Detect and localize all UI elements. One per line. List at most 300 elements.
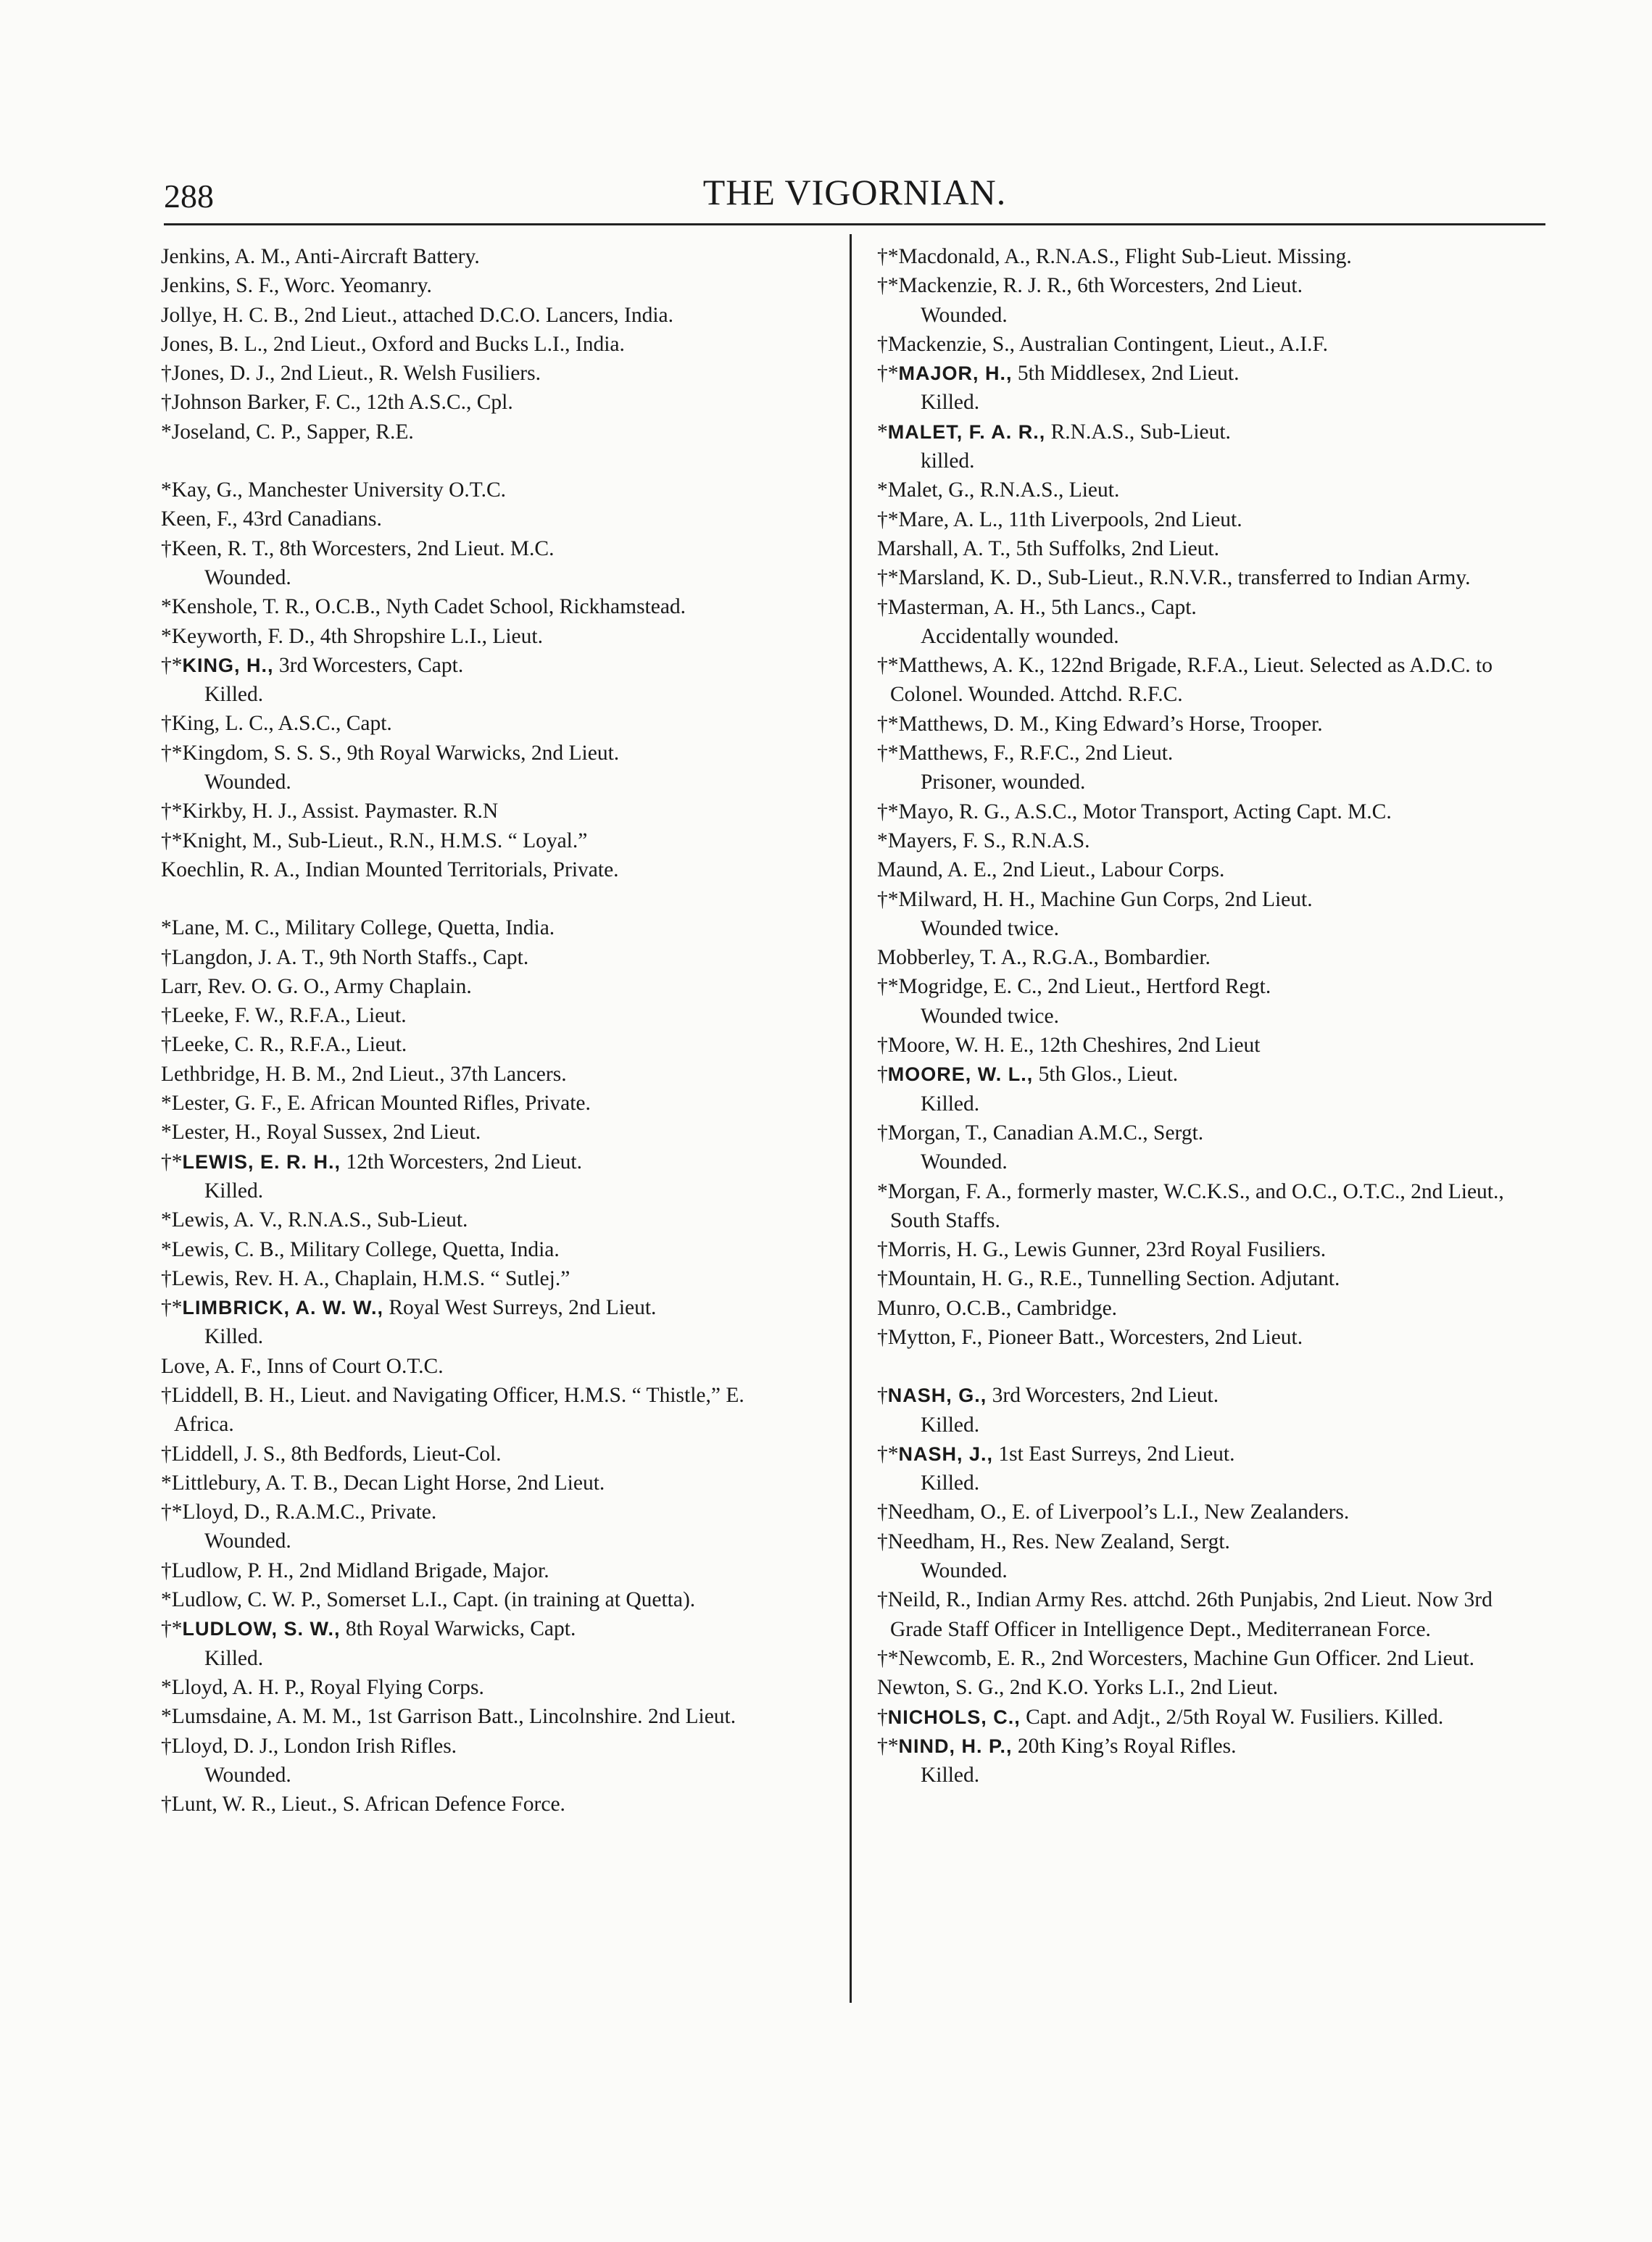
entry-mark: † (161, 536, 172, 560)
roll-entry (161, 1264, 799, 1293)
entry-mark: †* (877, 274, 899, 298)
entry-mark: * (161, 916, 172, 940)
entry-detail: 2nd Midland Brigade, Major. (299, 1558, 549, 1582)
entry-detail: 4th Shropshire L.I., Lieut. (320, 624, 543, 648)
roll-entry (161, 943, 799, 972)
entry-detail: Australian Contingent, Lieut., A.I.F. (1018, 332, 1328, 356)
roll-entry (161, 1001, 799, 1030)
entry-mark: * (161, 595, 172, 619)
entry-detail: Military College, Quetta, India. (289, 1237, 560, 1261)
roll-entry (161, 1440, 799, 1469)
entry-mark: * (161, 1588, 172, 1612)
left-column (161, 242, 799, 1819)
entry-detail: 8th Royal Warwicks, Capt. (345, 1617, 576, 1641)
entry-detail: A.S.C., Motor Transport, Acting Capt. M.C. (1014, 800, 1392, 823)
entry-detail: Inns of Court O.T.C. (266, 1354, 444, 1378)
roll-entry (877, 972, 1515, 1031)
roll-entry (877, 1323, 1515, 1352)
entry-detail: Lewis Gunner, 23rd Royal Fusiliers. (1014, 1238, 1327, 1262)
roll-entry (161, 709, 799, 738)
entry-detail: 3rd Worcesters, Capt. (278, 653, 464, 677)
entry-mark: † (877, 1034, 888, 1058)
roll-entry (161, 1556, 799, 1585)
entry-mark: † (877, 1705, 888, 1729)
entry-detail: R.N.A.S., Sub-Lieut. (1050, 420, 1231, 444)
entry-name: Mobberley, T. A., (877, 946, 1027, 970)
entry-detail: 2nd Worcesters, Machine Gun Officer. 2nd Lieut. (1051, 1646, 1474, 1670)
roll-entry (161, 739, 799, 797)
roll-entry (877, 1177, 1515, 1236)
roll-entry (161, 855, 799, 884)
entry-name: Love, A. F., (161, 1354, 262, 1378)
entry-name: Milward, H. H., (898, 887, 1035, 911)
roll-entry (161, 1352, 799, 1381)
entry-detail: 2nd Lieut., 37th Lancers. (352, 1062, 567, 1086)
entry-name: Mackenzie, S., (887, 332, 1016, 356)
entry-name: Keen, R. T., (171, 536, 275, 560)
roll-entry (877, 1703, 1515, 1732)
roll-entry (877, 1235, 1515, 1264)
entry-mark: † (161, 391, 172, 415)
entry-name: Mayo, R. G., (898, 800, 1010, 823)
entry-detail: 2nd Lieut., R. Welsh Fusiliers. (280, 362, 541, 386)
entry-detail: Worc. Yeomanry. (284, 274, 432, 298)
entry-name: Jones, D. J., (171, 362, 275, 386)
entry-mark: †* (161, 1150, 183, 1174)
roll-entry (877, 1118, 1515, 1177)
entry-mark: * (161, 1208, 172, 1232)
roll-entry (877, 1060, 1515, 1118)
roll-entry (877, 855, 1515, 884)
entry-mark: †* (877, 245, 899, 268)
entry-mark: † (877, 1267, 888, 1291)
roll-entry (161, 301, 799, 330)
roll-entry (161, 1498, 799, 1556)
entry-mark: †* (877, 1734, 899, 1758)
roll-entry (161, 271, 799, 300)
entry-mark: † (161, 1558, 172, 1582)
roll-entry (161, 388, 799, 417)
entry-detail: Machine Gun Corps, 2nd Lieut. (1040, 887, 1313, 911)
entry-detail: King Edward’s Horse, Trooper. (1055, 712, 1323, 736)
entry-name: Lewis, Rev. H. A., (171, 1266, 330, 1290)
entry-name: Matthews, A. K., (898, 654, 1045, 678)
entry-detail: 2nd Lieut., attached D.C.O. Lancers, India. (304, 303, 674, 327)
entry-mark: * (161, 1675, 172, 1699)
entry-mark: * (161, 1471, 172, 1495)
roll-entry (161, 1089, 799, 1118)
entry-note: Killed. (921, 391, 980, 415)
entry-name: King, L. C., (171, 712, 274, 736)
entry-name: NIND, H. P., (898, 1735, 1013, 1757)
entry-note: Wounded twice. (921, 916, 1059, 940)
roll-entry (161, 1732, 799, 1790)
roll-entry (877, 505, 1515, 534)
entry-mark: †* (161, 653, 183, 677)
entry-mark: † (161, 945, 172, 969)
entry-mark: * (877, 478, 888, 502)
entry-mark: † (877, 1325, 888, 1349)
entry-name: Liddell, B. H., (171, 1383, 296, 1407)
entry-note: Prisoner, wounded. (921, 771, 1086, 794)
entry-name: Newton, S. G., (877, 1676, 1005, 1700)
entry-mark: † (877, 1588, 888, 1612)
roll-entry (877, 330, 1515, 359)
entry-detail: Somerset L.I., Capt. (in training at Quetta). (326, 1588, 696, 1612)
entry-mark: * (161, 1121, 172, 1145)
roll-entry (161, 1381, 799, 1440)
entry-detail: 1st Garrison Batt., Lincolnshire. 2nd Lieut. (367, 1705, 736, 1729)
entry-detail: Capt. and Adjt., 2/5th Royal W. Fusiliers. Killed. (1026, 1705, 1444, 1729)
roll-entry (161, 505, 799, 533)
entry-note: Killed. (921, 1413, 980, 1437)
entry-detail: R.F.C., 2nd Lieut. (1019, 742, 1174, 765)
entry-detail: Manchester University O.T.C. (248, 478, 507, 502)
roll-entry (161, 972, 799, 1001)
entry-detail: London Irish Rifles. (283, 1734, 457, 1758)
entry-mark: † (161, 1033, 172, 1057)
header-rule (164, 223, 1545, 225)
entry-mark: † (161, 1004, 172, 1028)
entry-mark: †* (161, 1500, 183, 1524)
roll-entry (877, 593, 1515, 652)
roll-entry (877, 1527, 1515, 1586)
entry-name: Mountain, H. G., (887, 1267, 1034, 1291)
roll-entry (877, 534, 1515, 563)
entry-name: Keen, F., (161, 507, 238, 531)
entry-mark: † (161, 1793, 172, 1817)
entry-name: Marshall, A. T., (877, 536, 1011, 560)
entry-note: Killed. (204, 1179, 264, 1203)
entry-name: Lumsdaine, A. M. M., (171, 1705, 362, 1729)
roll-entry (877, 1644, 1515, 1673)
roll-entry (877, 271, 1515, 330)
entry-detail: 6th Worcesters, 2nd Lieut. (1077, 274, 1303, 298)
entry-name: Jones, B. L., (161, 332, 268, 356)
roll-entry (161, 1205, 799, 1234)
entry-mark: †* (877, 654, 899, 678)
entry-name: LIMBRICK, A. W. W., (182, 1297, 383, 1319)
entry-name: Moore, W. H. E., (887, 1034, 1034, 1058)
roll-entry (161, 534, 799, 593)
page-header (164, 171, 1545, 222)
entry-detail: Sub-Lieut., R.N.V.R., transferred to Indian Army. (1047, 566, 1471, 590)
entry-detail: 2nd Lieut., Oxford and Bucks L.I., India. (273, 332, 625, 356)
roll-entry (877, 1585, 1515, 1644)
entry-note: Wounded. (204, 565, 291, 589)
entry-detail: 122nd Brigade, R.F.A., Lieut. Selected as A.D.C. to Colonel. Wounded. Attchd. R.F.C. (890, 654, 1493, 707)
entry-name: Morgan, F. A., (887, 1179, 1012, 1203)
right-column (877, 242, 1515, 1790)
roll-entry (877, 797, 1515, 826)
entry-mark: † (161, 362, 172, 386)
entry-note: Wounded. (921, 1150, 1008, 1174)
entry-name: Mackenzie, R. J. R., (898, 274, 1072, 298)
roll-entry (877, 1264, 1515, 1293)
entry-note: Killed. (921, 1092, 980, 1116)
entry-name: Malet, G., (887, 478, 975, 502)
entry-name: Neild, R., (887, 1588, 971, 1612)
entry-note: Wounded. (204, 771, 291, 794)
entry-name: Lunt, W. R., (171, 1793, 276, 1817)
entry-note: Killed. (204, 1646, 264, 1670)
entry-mark: †* (877, 800, 899, 823)
entry-detail: Lieut. and Navigating Officer, H.M.S. “ Thistle,” E. Africa. (174, 1383, 744, 1437)
entry-detail: 2nd Lieut., Labour Corps. (1002, 858, 1225, 882)
roll-entry (161, 592, 799, 621)
entry-name: Littlebury, A. T. B., (171, 1471, 339, 1495)
entry-name: Jollye, H. C. B., (161, 303, 299, 327)
roll-entry (161, 359, 799, 388)
entry-name: MOORE, W. L., (887, 1063, 1034, 1086)
entry-name: Johnson Barker, F. C., (171, 391, 361, 415)
roll-entry (161, 913, 799, 942)
entry-name: Lloyd, D. J., (171, 1734, 279, 1758)
entry-name: Leeke, C. R., (171, 1033, 285, 1057)
roll-entry (877, 826, 1515, 855)
entry-mark: †* (877, 1442, 899, 1466)
page-number: 288 (164, 178, 214, 215)
entry-name: Lane, M. C., (171, 916, 280, 940)
entry-detail: R.A.M.C., Private. (275, 1500, 437, 1524)
entry-detail: Sub-Lieut., R.N., H.M.S. “ Loyal.” (287, 829, 588, 852)
entry-name: Ludlow, C. W. P., (171, 1588, 322, 1612)
entry-name: Needham, O., (887, 1500, 1007, 1524)
entry-detail: 5th Middlesex, 2nd Lieut. (1017, 362, 1240, 386)
entry-name: Macdonald, A., (898, 245, 1031, 268)
entry-mark: * (161, 478, 172, 502)
entry-detail: 2nd K.O. Yorks L.I., 2nd Lieut. (1009, 1676, 1279, 1700)
entry-mark: † (877, 1384, 888, 1408)
roll-entry (161, 1060, 799, 1089)
entry-note: Accidentally wounded. (921, 624, 1119, 648)
entry-note: Wounded. (204, 1763, 291, 1787)
entry-mark: † (877, 1529, 888, 1553)
entry-detail: Decan Light Horse, 2nd Lieut. (343, 1471, 605, 1495)
entry-name: Kay, G., (171, 478, 243, 502)
roll-entry (161, 476, 799, 505)
entry-name: Leeke, F. W., (171, 1004, 284, 1028)
roll-entry (877, 651, 1515, 710)
entry-detail: R.G.A., Bombardier. (1032, 946, 1211, 970)
roll-entry (877, 1031, 1515, 1060)
roll-entry (877, 418, 1515, 476)
roll-entry (161, 1147, 799, 1206)
entry-name: Lester, G. F., (171, 1092, 282, 1116)
roll-entry (161, 622, 799, 651)
entry-detail: E. African Mounted Rifles, Private. (287, 1092, 591, 1116)
entry-name: Mare, A. L., (898, 507, 1003, 531)
entry-mark: †* (161, 741, 183, 765)
entry-detail: R.F.A., Lieut. (289, 1004, 407, 1028)
entry-detail: Royal Flying Corps. (310, 1675, 484, 1699)
page-title: THE VIGORNIAN. (702, 172, 1007, 212)
roll-entry (877, 1381, 1515, 1440)
entry-detail: 9th Royal Warwicks, 2nd Lieut. (346, 741, 620, 765)
roll-entry (877, 359, 1515, 418)
entry-detail: 12th Cheshires, 2nd Lieut (1039, 1034, 1261, 1058)
entry-name: MALET, F. A. R., (887, 420, 1046, 443)
entry-detail: 8th Worcesters, 2nd Lieut. M.C. (279, 536, 555, 560)
entry-detail: Anti-Aircraft Battery. (294, 245, 480, 268)
entry-note: killed. (921, 449, 975, 473)
roll-entry (161, 826, 799, 855)
entry-detail: 2nd Lieut., Hertford Regt. (1047, 975, 1271, 999)
entry-mark: * (161, 1705, 172, 1729)
roll-entry (161, 1118, 799, 1147)
entry-mark: †* (877, 362, 899, 386)
entry-mark: † (161, 1442, 172, 1466)
roll-entry (161, 242, 799, 271)
entry-mark: †* (877, 1646, 899, 1670)
entry-name: Newcomb, E. R., (898, 1646, 1046, 1670)
entry-mark: † (161, 1266, 172, 1290)
entry-detail: R.N.A.S., Flight Sub-Lieut. Missing. (1035, 245, 1352, 268)
entry-mark: * (877, 420, 888, 444)
entry-detail: Military College, Quetta, India. (285, 916, 555, 940)
entry-name: KING, H., (182, 654, 274, 676)
entry-detail: R.N.A.S., Sub-Lieut. (288, 1208, 468, 1232)
entry-note: Killed. (921, 1764, 980, 1788)
entry-mark: † (877, 1238, 888, 1262)
entry-name: Liddell, J. S., (171, 1442, 286, 1466)
entry-mark: † (877, 1500, 888, 1524)
entry-name: Jenkins, A. M., (161, 245, 291, 268)
entry-name: Needham, H., (887, 1529, 1007, 1553)
roll-entry (877, 1440, 1515, 1498)
entry-mark: †* (877, 975, 899, 999)
entry-name: Mogridge, E. C., (898, 975, 1042, 999)
entry-mark: * (161, 1092, 172, 1116)
entry-detail: E. of Liverpool’s L.I., New Zealanders. (1011, 1500, 1350, 1524)
entry-name: Lloyd, A. H. P., (171, 1675, 305, 1699)
entry-name: Joseland, C. P., (171, 420, 302, 444)
roll-entry (877, 563, 1515, 592)
roll-entry (877, 943, 1515, 972)
roll-entry (877, 739, 1515, 797)
entry-mark: †* (161, 1617, 183, 1641)
entry-detail: Sapper, R.E. (306, 420, 414, 444)
column-divider (850, 234, 852, 2003)
entry-detail: 9th North Staffs., Capt. (329, 945, 529, 969)
entry-mark: * (161, 1237, 172, 1261)
entry-mark: † (877, 332, 888, 356)
roll-entry (877, 1673, 1515, 1702)
entry-name: Jenkins, S. F., (161, 274, 280, 298)
entry-mark: †* (161, 829, 183, 852)
entry-name: Kingdom, S. S. S., (182, 741, 342, 765)
entry-detail: 5th Suffolks, 2nd Lieut. (1016, 536, 1219, 560)
roll-entry (877, 710, 1515, 739)
roll-entry (161, 1614, 799, 1673)
entry-name: Morgan, T., (887, 1121, 988, 1145)
entry-mark: * (161, 420, 172, 444)
entry-note: Wounded. (921, 303, 1008, 327)
entry-note: Wounded. (921, 1559, 1008, 1583)
entry-name: Matthews, F., (898, 742, 1015, 765)
entry-detail: Chaplain, H.M.S. “ Sutlej.” (334, 1266, 570, 1290)
entry-detail: 12th Worcesters, 2nd Lieut. (346, 1150, 582, 1174)
entry-mark: †* (877, 712, 899, 736)
entry-mark: † (877, 595, 888, 619)
entry-detail: Royal Sussex, 2nd Lieut. (266, 1121, 481, 1145)
entry-mark: †* (161, 800, 183, 823)
entry-mark: †* (161, 1296, 183, 1320)
entry-detail: 8th Bedfords, Lieut-Col. (291, 1442, 502, 1466)
entry-mark: * (877, 1179, 888, 1203)
entry-name: Kirkby, H. J., (182, 800, 298, 823)
entry-name: Lethbridge, H. B. M., (161, 1062, 346, 1086)
entry-detail: A.S.C., Capt. (278, 712, 392, 736)
roll-entry (161, 1293, 799, 1352)
entry-mark: †* (877, 742, 899, 765)
entry-detail: Canadian A.M.C., Sergt. (992, 1121, 1204, 1145)
entry-detail: Lieut., S. African Defence Force. (281, 1793, 565, 1817)
entry-detail: Indian Army Res. attchd. 26th Punjabis, 2nd Lieut. Now 3rd Grade Staff Officer in Intelligence Dept., Mediterranean Force. (890, 1588, 1493, 1641)
entry-detail: 3rd Worcesters, 2nd Lieut. (992, 1384, 1219, 1408)
roll-entry (877, 885, 1515, 944)
entry-name: Mayers, F. S., (887, 829, 1006, 852)
entry-detail: R.N.A.S., Lieut. (979, 478, 1120, 502)
entry-mark: † (877, 1121, 888, 1145)
entry-detail: 20th King’s Royal Rifles. (1017, 1734, 1237, 1758)
entry-name: Ludlow, P. H., (171, 1558, 294, 1582)
entry-name: NASH, G., (887, 1384, 987, 1407)
roll-entry (877, 242, 1515, 271)
entry-mark: † (877, 1063, 888, 1087)
entry-name: Masterman, A. H., (887, 595, 1046, 619)
entry-note: Killed. (204, 1325, 264, 1349)
entry-name: NASH, J., (898, 1442, 994, 1465)
entry-name: Maund, A. E., (877, 858, 997, 882)
entry-mark: † (161, 1734, 172, 1758)
entry-detail: 5th Glos., Lieut. (1038, 1063, 1179, 1087)
entry-mark: †* (877, 887, 899, 911)
entry-mark: †* (877, 566, 899, 590)
entry-name: MAJOR, H., (898, 362, 1013, 385)
roll-entry (877, 1498, 1515, 1527)
entry-detail: 5th Lancs., Capt. (1051, 595, 1197, 619)
roll-entry (161, 1702, 799, 1731)
entry-name: Kenshole, T. R., (171, 595, 310, 619)
entry-mark: † (161, 1383, 172, 1407)
entry-mark: * (161, 624, 172, 648)
entry-detail: R.N.A.S. (1011, 829, 1090, 852)
entry-name: Munro, (877, 1296, 941, 1320)
roll-entry (161, 651, 799, 710)
entry-detail: Indian Mounted Territorials, Private. (305, 858, 619, 881)
entry-detail: 1st East Surreys, 2nd Lieut. (998, 1442, 1235, 1466)
entry-detail: Assist. Paymaster. R.N (301, 800, 499, 823)
entry-detail: Army Chaplain. (333, 974, 472, 998)
roll-entry (161, 418, 799, 447)
entry-name: Marsland, K. D., (898, 566, 1042, 590)
entry-name: Langdon, J. A. T., (171, 945, 325, 969)
entry-detail: O.C.B., Nyth Cadet School, Rickhamstead. (315, 595, 686, 619)
roll-entry (877, 476, 1515, 505)
roll-entry (161, 1030, 799, 1059)
entry-detail: 12th A.S.C., Cpl. (366, 391, 513, 415)
entry-detail: formerly master, W.C.K.S., and O.C., O.T.C., 2nd Lieut., South Staffs. (890, 1179, 1504, 1232)
entry-name: Morris, H. G., (887, 1238, 1009, 1262)
entry-name: Mytton, F., (887, 1325, 983, 1349)
entry-note: Wounded twice. (921, 1004, 1059, 1028)
roll-entry (161, 797, 799, 826)
entry-name: Koechlin, R. A., (161, 858, 300, 881)
roll-entry (877, 1294, 1515, 1323)
entry-detail: Pioneer Batt., Worcesters, 2nd Lieut. (987, 1325, 1303, 1349)
entry-name: Matthews, D. M., (898, 712, 1050, 736)
